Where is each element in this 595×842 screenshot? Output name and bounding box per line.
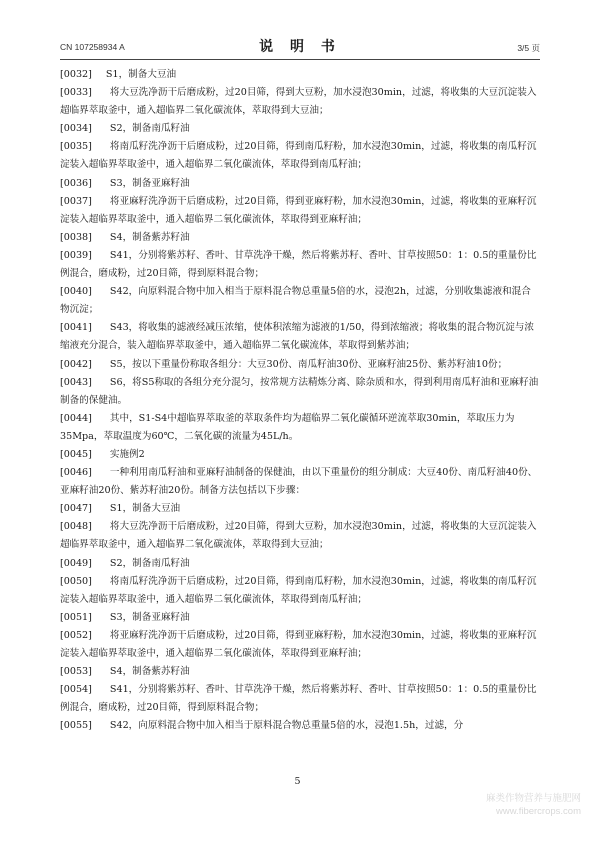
paragraph-text: S3，制备亚麻籽油: [109, 177, 190, 189]
paragraph-number: [0045]: [60, 448, 92, 460]
watermark: [486, 792, 581, 818]
paragraph-text: S42，向原料混合物中加入相当于原料混合物总重量5倍的水，浸泡1.5h，过滤，分: [109, 720, 464, 732]
paragraph-text: S2，制备南瓜籽油: [109, 557, 190, 569]
paragraph-number: [0053]: [60, 666, 92, 678]
paragraph: [60, 283, 540, 319]
paragraph: [60, 555, 540, 573]
paragraph-text: S42，向原料混合物中加入相当于原料混合物总重量5倍的水，浸泡2h，过滤，分别收集滤液和混合物沉淀；: [60, 286, 531, 316]
paragraph-number: [0038]: [60, 231, 92, 243]
paragraph-text: 将亚麻籽洗净沥干后磨成粉，过20目筛，得到亚麻籽粉，加水浸泡30min，过滤，将收集的亚麻籽沉淀装入超临界萃取釜中，通入超临界二氧化碳流体，萃取得到亚麻籽油；: [60, 629, 537, 659]
paragraph-number: [0049]: [60, 557, 92, 569]
paragraph-number: [0052]: [60, 629, 92, 641]
watermark-line-1: 麻类作物营养与施肥网: [485, 793, 581, 804]
paragraph: [60, 681, 540, 717]
paragraph-text: S1，制备大豆油: [109, 503, 181, 515]
document-title: 说 明 书: [259, 39, 341, 55]
paragraph-number: [0042]: [60, 358, 92, 370]
paragraph-number: [0044]: [60, 412, 92, 424]
paragraph-number: [0046]: [60, 467, 92, 479]
paragraph-number: [0036]: [60, 177, 92, 189]
paragraph-text: S1，制备大豆油: [105, 69, 177, 80]
paragraph: [60, 247, 540, 283]
paragraph-number: [0055]: [60, 720, 92, 732]
paragraph-number: [0047]: [60, 503, 92, 515]
paragraph-number: [0050]: [60, 575, 92, 587]
paragraph-text: 将大豆洗净沥干后磨成粉，过20目筛，得到大豆粉，加水浸泡30min，过滤，将收集的大豆沉淀装入超临界萃取釜中，通入超临界二氧化碳流体，萃取得到大豆油；: [60, 87, 537, 117]
paragraph: [60, 609, 540, 627]
paragraph-number: [0041]: [60, 322, 92, 334]
paragraph: [60, 627, 540, 663]
paragraph-text: 将南瓜籽洗净沥干后磨成粉，过20目筛，得到南瓜籽粉，加水浸泡30min，过滤，将收集的南瓜籽沉淀装入超临界萃取釜中，通入超临界二氧化碳流体，萃取得到南瓜籽油；: [60, 575, 537, 605]
paragraph-text: 将大豆洗净沥干后磨成粉，过20目筛，得到大豆粉，加水浸泡30min，过滤，将收集的大豆沉淀装入超临界萃取釜中，通入超临界二氧化碳流体，萃取得到大豆油；: [60, 521, 537, 551]
paragraph-text: 实施例2: [109, 448, 145, 460]
paragraph-text: 一种利用南瓜籽油和亚麻籽油制备的保健油，由以下重量份的组分制成：大豆40份、南瓜籽油40份、亚麻籽油20份、紫苏籽油20份。制备方法包括以下步骤：: [60, 467, 538, 497]
paragraph-text: S2，制备南瓜籽油: [109, 123, 190, 135]
paragraph-number: [0048]: [60, 521, 92, 533]
paragraph-number: [0034]: [60, 123, 92, 135]
paragraph-number: [0040]: [60, 286, 92, 298]
paragraph: [60, 717, 540, 735]
publication-number: CN 107258934 A: [60, 42, 125, 52]
paragraph-number: [0037]: [60, 195, 92, 207]
paragraph-text: S3，制备亚麻籽油: [109, 611, 190, 623]
paragraph: [60, 319, 540, 355]
paragraph-number: [0039]: [60, 249, 92, 261]
header-rule: [60, 59, 540, 60]
paragraph-number: [0035]: [60, 141, 92, 153]
paragraph: [60, 663, 540, 681]
paragraph-number: [0032]: [60, 69, 92, 80]
document-body: [60, 66, 540, 735]
paragraph: [60, 66, 540, 84]
page-header: [60, 36, 540, 58]
paragraph-number: [0043]: [60, 376, 92, 388]
paragraph: [60, 374, 540, 410]
paragraph: [60, 573, 540, 609]
paragraph: [60, 356, 540, 374]
paragraph: [60, 84, 540, 120]
paragraph-number: [0033]: [60, 87, 92, 99]
paragraph: [60, 500, 540, 518]
paragraph-text: S6，将S5称取的各组分充分混匀，按常规方法精炼分离、除杂质和水，得到利用南瓜籽油和亚麻籽油制备的保健油。: [60, 376, 539, 406]
paragraph: [60, 446, 540, 464]
paragraph-number: [0054]: [60, 684, 92, 696]
paragraph-text: S41，分别将紫苏籽、香叶、甘草洗净干燥，然后将紫苏籽、香叶、甘草按照50：1：0.5的重量份比例混合，磨成粉，过20目筛，得到原料混合物；: [60, 249, 537, 280]
paragraph-text: 将南瓜籽洗净沥干后磨成粉，过20目筛，得到南瓜籽粉，加水浸泡30min，过滤，将收集的南瓜籽沉淀装入超临界萃取釜中，通入超临界二氧化碳流体，萃取得到南瓜籽油；: [60, 141, 537, 171]
paragraph-text: S5，按以下重量份称取各组分：大豆30份、南瓜籽油30份、亚麻籽油25份、紫苏籽油10份；: [109, 358, 508, 370]
paragraph-text: 将亚麻籽洗净沥干后磨成粉，过20目筛，得到亚麻籽粉，加水浸泡30min，过滤，将收集的亚麻籽沉淀装入超临界萃取釜中，通入超临界二氧化碳流体，萃取得到亚麻籽油；: [60, 195, 537, 225]
paragraph-text: S43，将收集的滤液经减压浓缩，使体积浓缩为滤液的1/50，得到浓缩液；将收集的混合物沉淀与浓缩液充分混合，装入超临界萃取釜中，通入超临界二氧化碳流体，萃取得到紫苏油；: [60, 322, 534, 352]
paragraph: [60, 193, 540, 229]
paragraph-text: S4，制备紫苏籽油: [109, 666, 190, 678]
paragraph-number: [0051]: [60, 611, 92, 623]
paragraph-text: S41，分别将紫苏籽、香叶、甘草洗净干燥，然后将紫苏籽、香叶、甘草按照50：1：0.5的重量份比例混合，磨成粉，过20目筛，得到原料混合物；: [60, 684, 537, 714]
page-info: 3/5 页: [517, 43, 540, 53]
paragraph-text: S4，制备紫苏籽油: [109, 231, 190, 243]
paragraph: [60, 175, 540, 193]
watermark-line-2: www.fibercrops.com: [496, 806, 581, 817]
paragraph: [60, 464, 540, 500]
paragraph: [60, 410, 540, 446]
paragraph: [60, 138, 540, 174]
paragraph: [60, 518, 540, 554]
page-number: 5: [294, 776, 301, 787]
paragraph: [60, 120, 540, 138]
paragraph-text: 其中，S1-S4中超临界萃取釜的萃取条件均为超临界二氧化碳循环逆流萃取30min，萃取压力为35Mpa，萃取温度为60℃，二氧化碳的流量为45L/h。: [60, 412, 515, 442]
paragraph: [60, 229, 540, 247]
